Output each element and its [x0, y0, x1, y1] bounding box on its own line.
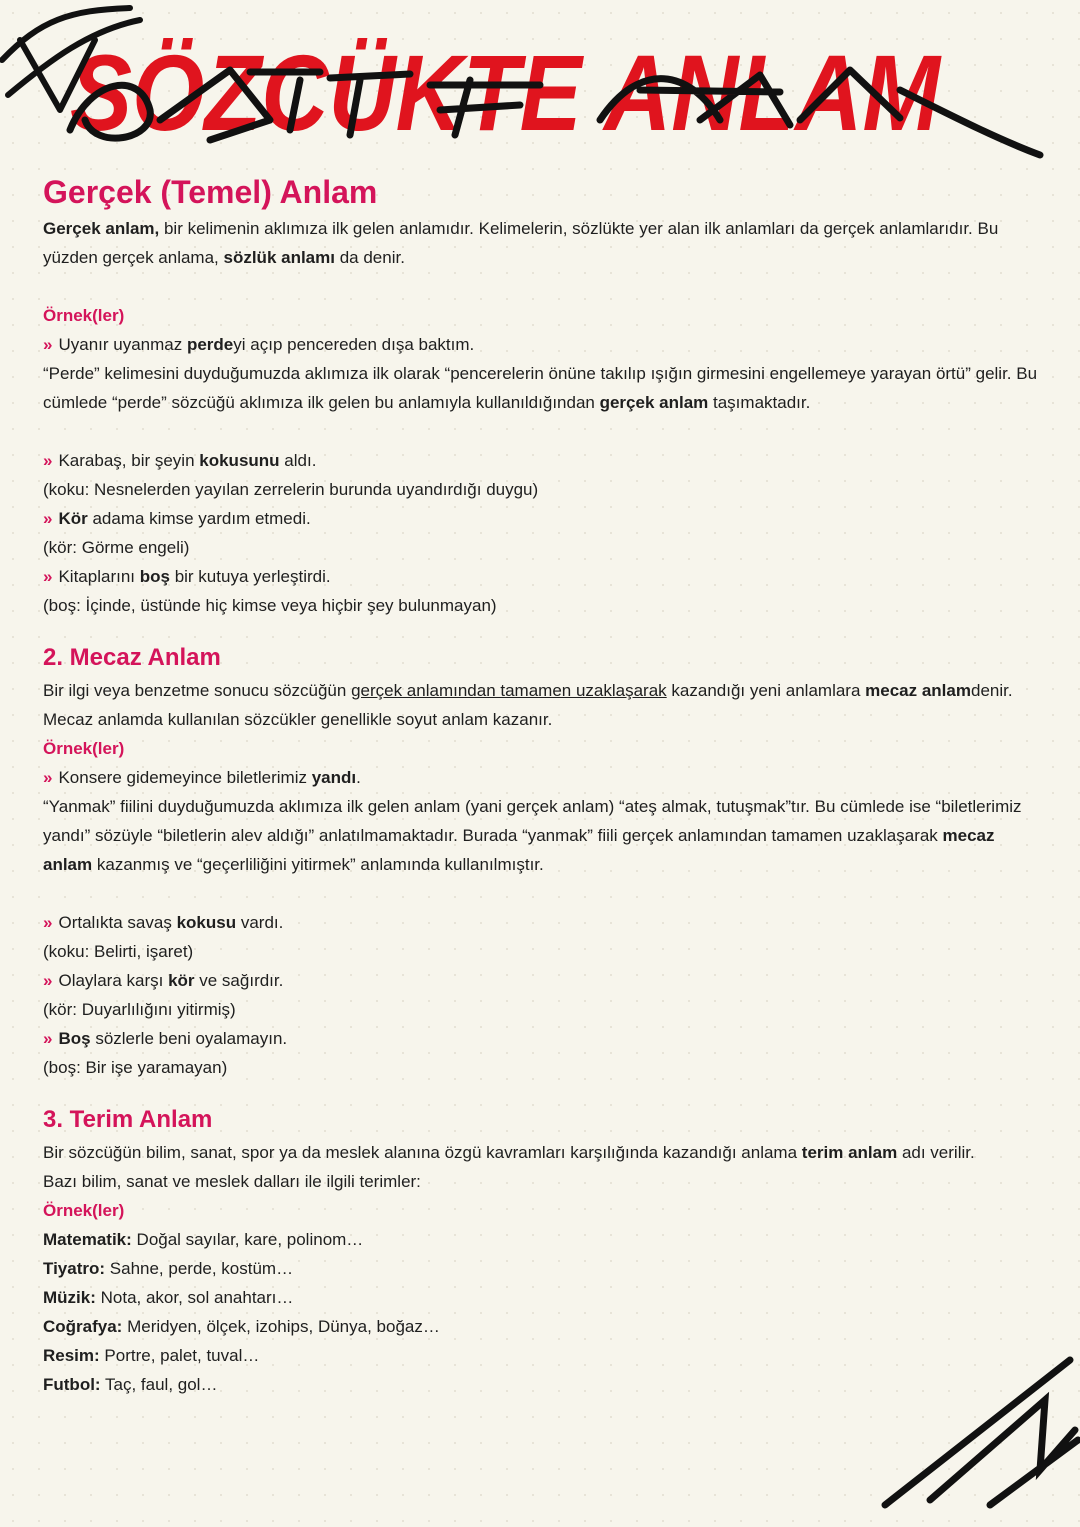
example-explanation: “Perde” kelimesini duyduğumuzda aklımıza ilk olarak “pencerelerin önüne takılıp ışığın girmesini engellemeye yarayan örtü” gelir. Bu cümlede “perde” sözcüğü aklımıza ilk gelen bu anlamıyla kullanıldığından gerçek anlam taşımaktadır.	[43, 364, 1038, 412]
example-item: » Kör adama kimse yardım etmedi.	[43, 509, 311, 528]
example-note: (boş: Bir işe yaramayan)	[43, 1058, 228, 1077]
example-item: » Uyanır uyanmaz perdeyi açıp pencereden dışa baktım.	[43, 335, 475, 354]
example-item: » Karabaş, bir şeyin kokusunu aldı.	[43, 451, 317, 470]
section-heading-terim: 3. Terim Anlam	[43, 1106, 213, 1133]
example-label: Örnek(ler)	[43, 306, 125, 325]
example-item: » Kitaplarını boş bir kutuya yerleştirdi.	[43, 567, 331, 586]
chevron-icon: »	[43, 509, 53, 528]
chevron-icon: »	[43, 768, 53, 787]
example-note: (koku: Nesnelerden yayılan zerrelerin burunda uyandırdığı duygu)	[43, 480, 539, 499]
example-item: » Ortalıkta savaş kokusu vardı.	[43, 913, 284, 932]
document-body	[43, 170, 1043, 1399]
section-heading-mecaz: 2. Mecaz Anlam	[43, 644, 221, 671]
example-explanation: “Yanmak” fiilini duyduğumuzda aklımıza ilk gelen anlam (yani gerçek anlam) “ateş almak, tutuşmak”tır. Bu cümlede ise “biletlerimiz yandı” sözüyle “biletlerin alev aldığı” anlatılmamaktadır. Burada “yanmak” fiili gerçek anlamından tamamen uzaklaşarak mecaz anlam kazanmış ve “geçerliliğini yitirmek” anlamında kullanılmıştır.	[43, 797, 1022, 874]
chevron-icon: »	[43, 1029, 53, 1048]
example-note: (boş: İçinde, üstünde hiç kimse veya hiçbir şey bulunmayan)	[43, 596, 497, 615]
example-item: » Konsere gidemeyince biletlerimiz yandı.	[43, 768, 361, 787]
handwritten-title	[0, 0, 1080, 170]
example-label: Örnek(ler)	[43, 739, 125, 758]
example-note: (koku: Belirti, işaret)	[43, 942, 194, 961]
example-label: Örnek(ler)	[43, 1201, 125, 1220]
term-row: Tiyatro: Sahne, perde, kostüm…	[43, 1259, 294, 1278]
chevron-icon: »	[43, 913, 53, 932]
paragraph-terim-intro: Bir sözcüğün bilim, sanat, spor ya da meslek alanına özgü kavramları karşılığında kazandığı anlama terim anlam adı verilir.	[43, 1143, 975, 1162]
example-note: (kör: Duyarlılığını yitirmiş)	[43, 1000, 236, 1019]
term-row: Coğrafya: Meridyen, ölçek, izohips, Dünya, boğaz…	[43, 1317, 440, 1336]
term-row: Futbol: Taç, faul, gol…	[43, 1375, 218, 1394]
chevron-icon: »	[43, 451, 53, 470]
example-item: » Boş sözlerle beni oyalamayın.	[43, 1029, 288, 1048]
paragraph-mecaz-intro: Bir ilgi veya benzetme sonucu sözcüğün gerçek anlamından tamamen uzaklaşarak kazandığı yeni anlamlara mecaz anlamdenir. Mecaz anlamda kullanılan sözcükler genellikle soyut anlam kazanır.	[43, 681, 1013, 729]
chevron-icon: »	[43, 567, 53, 586]
paragraph-terim-intro2: Bazı bilim, sanat ve meslek dalları ile ilgili terimler:	[43, 1172, 421, 1191]
term-row: Matematik: Doğal sayılar, kare, polinom…	[43, 1230, 364, 1249]
title-red-text: SÖZCÜKTE ANLAM	[70, 32, 942, 153]
chevron-icon: »	[43, 971, 53, 990]
paragraph-gercek-intro: Gerçek anlam, bir kelimenin aklımıza ilk gelen anlamıdır. Kelimelerin, sözlükte yer alan ilk anlamları da gerçek anlamlarıdır. Bu yüzden gerçek anlama, sözlük anlamı da denir.	[43, 219, 999, 267]
term-row: Müzik: Nota, akor, sol anahtarı…	[43, 1288, 294, 1307]
section-heading-gercek: Gerçek (Temel) Anlam	[43, 174, 378, 210]
chevron-icon: »	[43, 335, 53, 354]
term-row: Resim: Portre, palet, tuval…	[43, 1346, 260, 1365]
example-note: (kör: Görme engeli)	[43, 538, 190, 557]
example-item: » Olaylara karşı kör ve sağırdır.	[43, 971, 284, 990]
